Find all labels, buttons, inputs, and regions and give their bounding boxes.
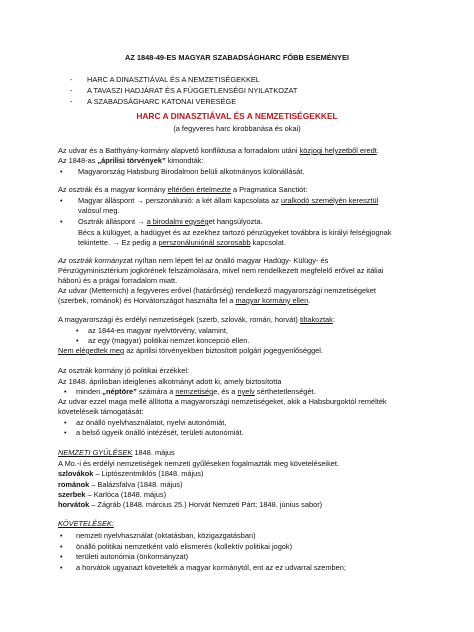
bullet-text: Magyarország Habsburg Birodalmon belüli alkotmányos különállását. [78,167,305,176]
bullet-icon: • [64,387,67,396]
bullet-icon: • [60,552,63,561]
toc-item: A TAVASZI HADJÁRAT ÉS A FÜGGETLENSÉGI NYILATKOZAT [87,86,298,95]
bullet-text: Osztrák álláspont → a birodalmi egységet hangsúlyozta. [78,217,263,226]
paragraph-line: Az osztrák kormányzat nyíltan nem lépett fel az önálló magyar Hadügy- Külügy- és [58,256,329,265]
paragraph-line: Az osztrák és a magyar kormány eltérően értelmezte a Pragmatica Sanctiót: [58,185,308,194]
bullet-icon: • [60,196,63,205]
paragraph-line: szerbek – Karlóca (1848. május) [58,490,167,499]
bullet-icon: • [76,336,79,345]
section-title: HARC A DINASZTIÁVAL ÉS A NEMZETISÉGEKKEL [136,111,338,121]
toc-dash: - [70,86,73,95]
paragraph-line: Az udvar (Metternich) a fegyveres erővel (határőrség) rendelkező magyarországi nemzetiségeket [58,286,376,295]
paragraph-line: szlovákok – Liptószentmiklós (1848. május) [58,469,204,478]
bullet-icon: • [60,217,63,226]
paragraph-line: Az 1848-as „áprilisi törvények” kimondták: [58,156,204,165]
subsection-heading: NEMZETI GYŰLÉSEK 1848. május [58,448,175,457]
bullet-text: minden „néptöre” számára a nemzetisége, és a nyelv sérthetetlenségét. [76,387,316,396]
bullet-text: a belső ügyeik önálló intézését, területi autonómiát. [76,428,244,437]
paragraph-line: (szerbek, románok) és Horvátországot használta fel a magyar kormány ellen. [58,296,311,305]
bullet-text: területi autonómia (önkormányzat) [76,552,189,561]
paragraph-line: háború és a prágai forradalom miatt. [58,276,178,285]
paragraph-line: követeléseik támogatását: [58,407,144,416]
bullet-text: tekintette. → Ez pedig a perszonáluniónál szorosabb kapcsolat. [78,238,286,247]
subsection-heading: KÖVETELÉSEK: [58,519,114,528]
document-title: AZ 1848-49-ES MAGYAR SZABADSÁGHARC FŐBB ESEMÉNYEI [125,53,349,62]
bullet-icon: • [64,428,67,437]
paragraph-line: Az udvar ezzel maga mellé állította a magyarországi nemzetiségeket, akik a Habsburgoktól remélték [58,397,387,406]
toc-dash: - [70,97,73,106]
section-subtitle: (a fegyveres harc kirobbanása és okai) [173,124,301,133]
bullet-text: Bécs a külügyet, a hadügyet és az ezekhez tartozó pénzügyeket továbbra is királyi felségjognak [78,228,392,237]
toc-item: A SZABADSÁGHARC KATONAI VERESÉGE [87,97,237,106]
bullet-text: valósul meg. [78,206,120,215]
bullet-text: önálló politikai nemzetként való elismerés (kollektív politikai jogok) [76,542,293,551]
toc-item: HARC A DINASZTIÁVAL ÉS A NEMZETISÉGEKKEL [87,75,260,84]
paragraph-line: románok – Balázsfalva (1848. május) [58,480,183,489]
bullet-icon: • [76,326,79,335]
paragraph-line: Az 1848. áprilisban ideiglenes alkotmányt adott ki, amely biztosította [58,377,282,386]
bullet-icon: • [60,563,63,572]
paragraph-line: Az udvar és a Batthyány-kormány alapvető konfliktusa a forradalom utáni közjogi helyzetből eredt. [58,146,379,155]
bullet-text: az önálló nyelvhasználatot, nyelvi autonómiát, [76,418,227,427]
paragraph-line: A Mo.-i és erdélyi nemzetiségek nemzeti gyűléseken fogalmazták meg követeléseiket. [58,459,339,468]
bullet-text: az egy (magyar) politikai nemzet koncepció ellen. [88,336,250,345]
paragraph-line: Pénzügyminisztérium jogkörének felszámolására, mivel nem rendelkezett megfelelő erővel az itáliai [58,266,384,275]
bullet-icon: • [60,167,63,176]
bullet-text: nemzeti nyelvhasználat (oktatásban, közigazgatásban) [76,531,256,540]
paragraph-line: Az osztrák kormány jó politikai érzékkel: [58,366,190,375]
paragraph-line: A magyarországi és erdélyi nemzetiségek (szerb, szlovák, román, horvát) tiltakoztak: [58,315,335,324]
bullet-icon: • [60,531,63,540]
bullet-text: Magyar álláspont → perszonálunió: a két állam kapcsolata az uralkodó személyén keresztül [78,196,379,205]
bullet-icon: • [64,418,67,427]
paragraph-line: horvátok – Zágráb (1848. március 25.) Horvát Nemzeti Párt; 1848. június sabor) [58,500,323,509]
bullet-icon: • [60,542,63,551]
bullet-text: a horvátok ugyanazt követelték a magyar kormánytól, ent az ez udvarral szemben; [76,563,346,572]
paragraph-line: Nem elégedtek meg az áprilisi törvényekben biztosított polgári jogegyenlőséggel. [58,346,323,355]
toc-dash: - [70,75,73,84]
bullet-text: az 1844-es magyar nyelvtörvény, valamint, [88,326,228,335]
